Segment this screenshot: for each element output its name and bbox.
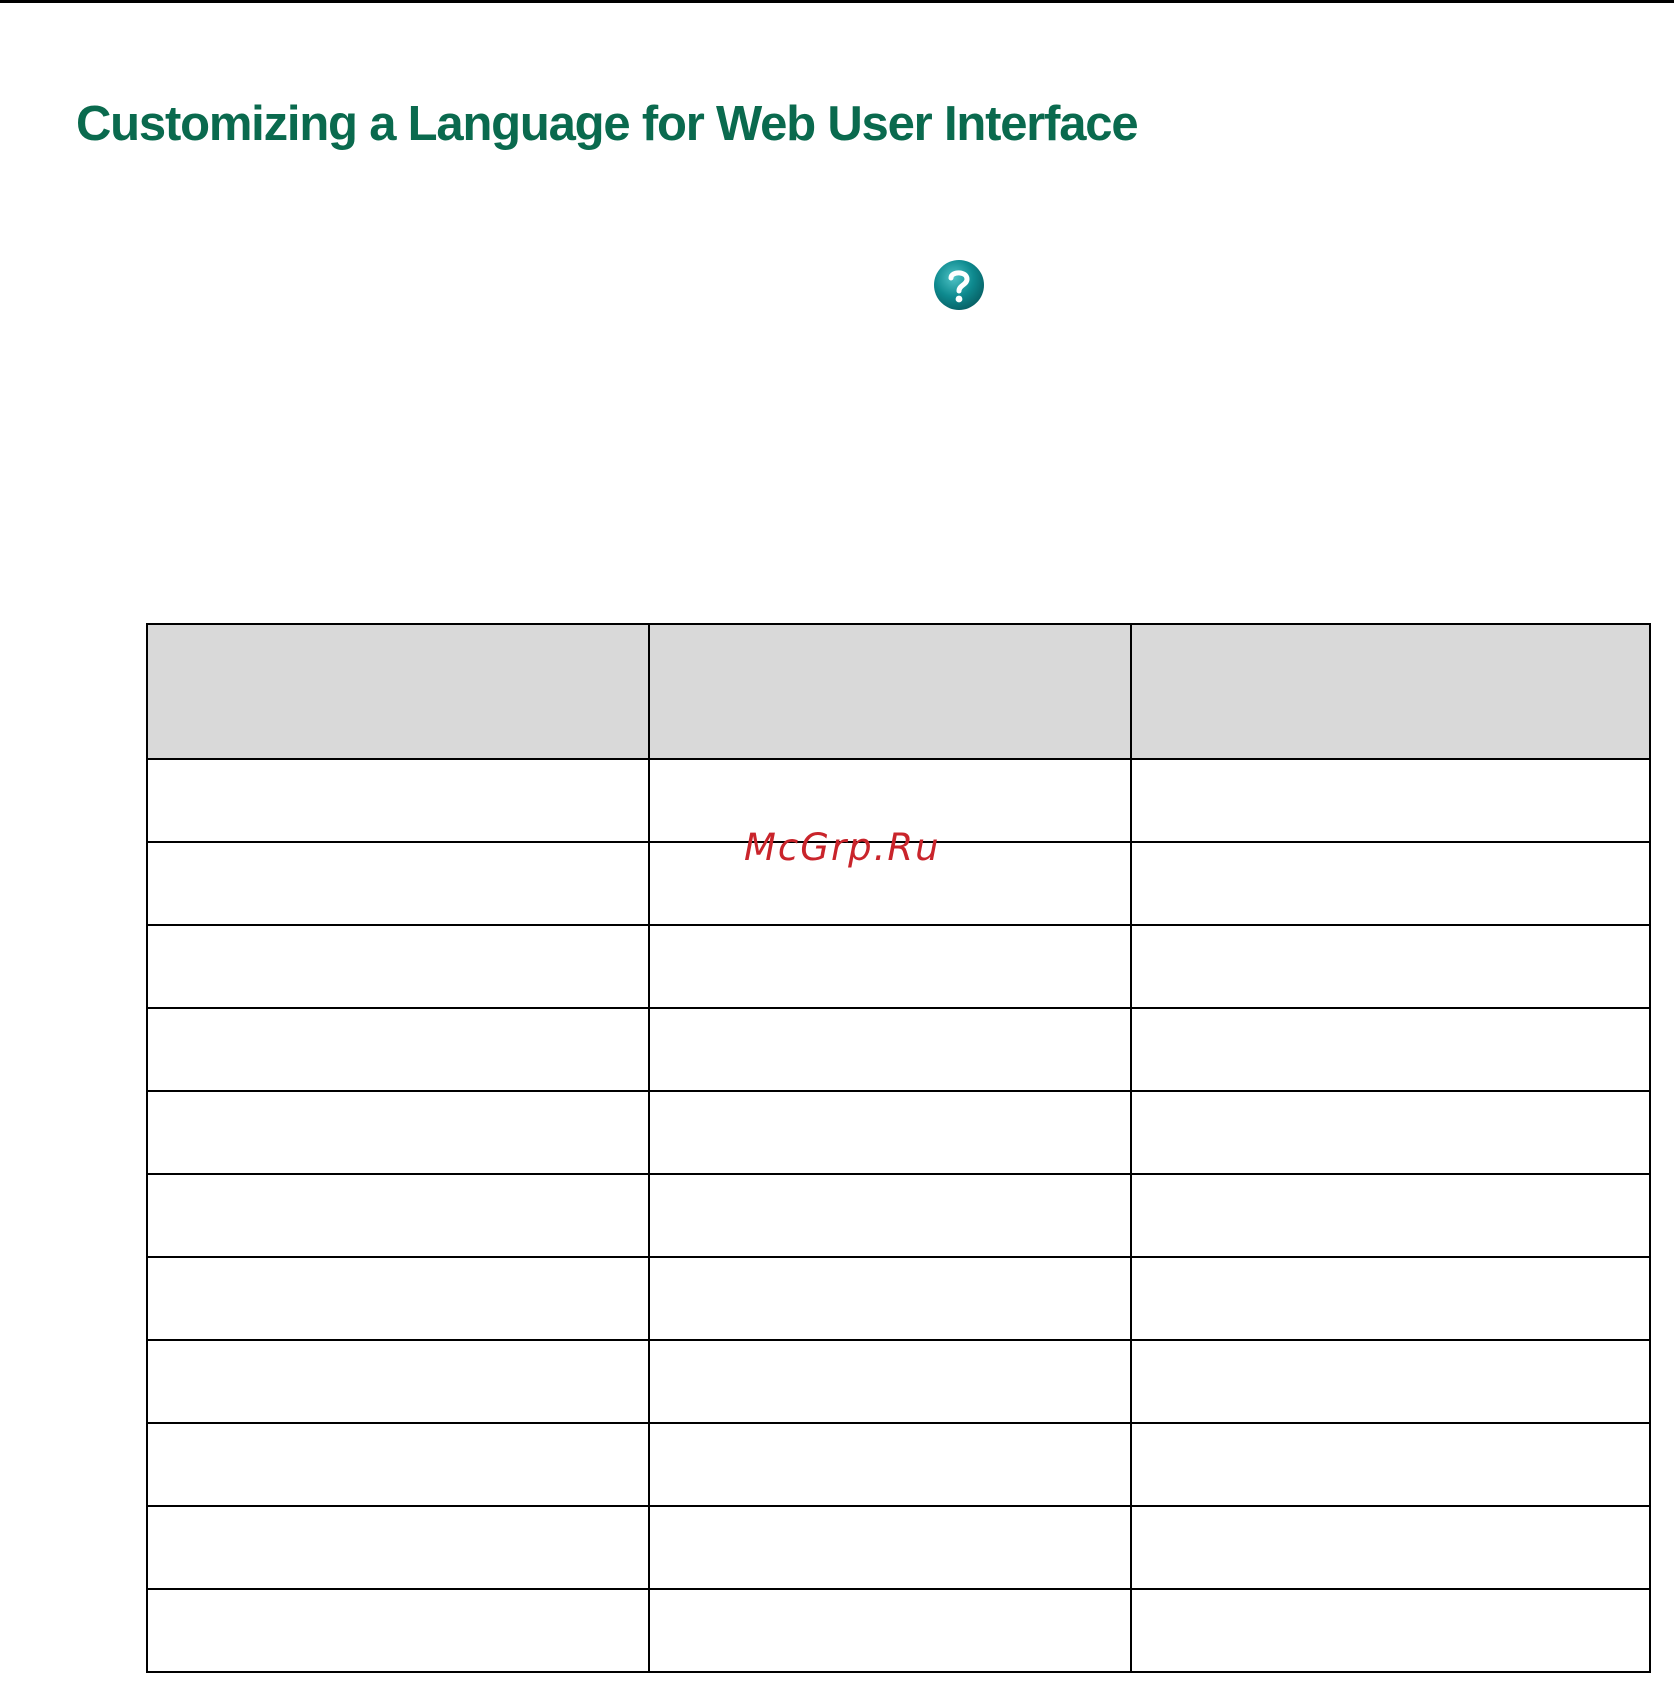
table-cell (1131, 1091, 1650, 1174)
table-cell (1131, 1506, 1650, 1589)
language-table (146, 623, 1651, 1673)
table-row (147, 1008, 1650, 1091)
table-cell (649, 1174, 1131, 1257)
page-title: Customizing a Language for Web User Interface (76, 97, 1138, 151)
table-cell (649, 1589, 1131, 1672)
table-cell (1131, 1340, 1650, 1423)
table-row (147, 1589, 1650, 1672)
table-cell (1131, 1008, 1650, 1091)
table-cell (1131, 1589, 1650, 1672)
table-cell (649, 1257, 1131, 1340)
watermark: McGrp.Ru (744, 826, 941, 869)
column-header (1131, 624, 1650, 759)
help-question-icon[interactable] (932, 258, 986, 312)
table-cell (1131, 1174, 1650, 1257)
table-cell (1131, 925, 1650, 1008)
table-cell (147, 1008, 649, 1091)
top-rule (0, 0, 1674, 3)
column-header (649, 624, 1131, 759)
table-cell (649, 1091, 1131, 1174)
table-cell (649, 1423, 1131, 1506)
table-cell (147, 1340, 649, 1423)
table-row (147, 1423, 1650, 1506)
table-row (147, 925, 1650, 1008)
table-row (147, 1340, 1650, 1423)
table-cell (1131, 1257, 1650, 1340)
table-row (147, 1257, 1650, 1340)
table-cell (1131, 842, 1650, 925)
table-cell (147, 1589, 649, 1672)
table-cell (147, 759, 649, 842)
table-row (147, 1506, 1650, 1589)
table-cell (147, 1174, 649, 1257)
table-row (147, 1091, 1650, 1174)
table-cell (649, 1340, 1131, 1423)
table-cell (147, 1423, 649, 1506)
table-cell (147, 1257, 649, 1340)
table-header-row (147, 624, 1650, 759)
table-cell (649, 925, 1131, 1008)
table-cell (649, 1008, 1131, 1091)
table-cell (147, 1091, 649, 1174)
table-cell (147, 842, 649, 925)
table-cell (1131, 1423, 1650, 1506)
table-cell (649, 1506, 1131, 1589)
table-cell (1131, 759, 1650, 842)
table-cell (147, 925, 649, 1008)
column-header (147, 624, 649, 759)
table-row (147, 1174, 1650, 1257)
table-cell (147, 1506, 649, 1589)
